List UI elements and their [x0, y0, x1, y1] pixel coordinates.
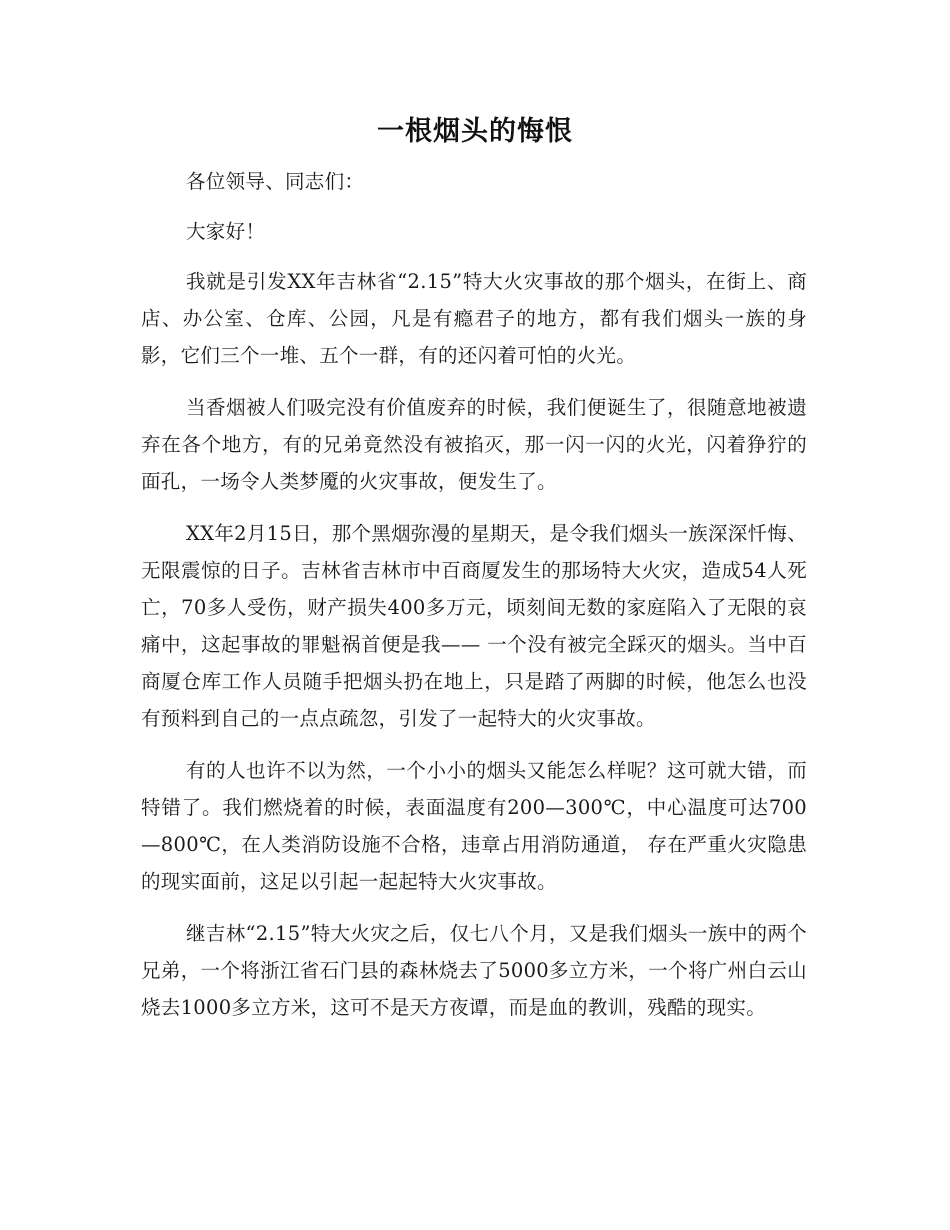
body-paragraph: 继吉林“2.15”特大火灾之后，仅七八个月，又是我们烟头一族中的两个兄弟，一个将浙江省石门县的森林烧去了5000多立方米，一个将广州白云山烧去1000多立方米，这可不是天方夜谭，而是血的教训，残酷的现实。 [141, 922, 807, 1019]
document-title: 一根烟头的悔恨 [377, 116, 573, 147]
body-paragraph: 我就是引发XX年吉林省“2.15”特大火灾事故的那个烟头，在街上、商店、办公室、仓库、公园，凡是有瘾君子的地方，都有我们烟头一族的身影，它们三个一堆、五个一群，有的还闪着可怕的火光。 [141, 270, 807, 367]
document-body [141, 163, 807, 1041]
body-paragraph: 当香烟被人们吸完没有价值废弃的时候，我们便诞生了，很随意地被遗弃在各个地方，有的兄弟竟然没有被掐灭，那一闪一闪的火光，闪着狰狞的面孔，一场令人类梦魇的火灾事故，便发生了。 [141, 396, 807, 493]
body-paragraph: 有的人也许不以为然，一个小小的烟头又能怎么样呢？这可就大错，而特错了。我们燃烧着的时候，表面温度有200—300℃，中心温度可达700—800℃，在人类消防设施不合格，违章占用消防通道， 存在严重火灾隐患的现实面前，这足以引起一起起特大火灾事故。 [141, 759, 807, 893]
body-paragraph: XX年2月15日，那个黑烟弥漫的星期天，是令我们烟头一族深深忏悔、无限震惊的日子。吉林省吉林市中百商厦发生的那场特大火灾，造成54人死亡，70多人受伤，财产损失400多万元，顷刻间无数的家庭陷入了无限的哀痛中，这起事故的罪魁祸首便是我—— 一个没有被完全踩灭的烟头。当中百商厦仓库工作人员随手把烟头扔在地上，只是踏了两脚的时候，他怎么也没有预料到自己的一点点疏忽，引发了一起特大的火灾事故。 [141, 522, 807, 730]
salutation-paragraph: 各位领导、同志们： [186, 170, 365, 193]
greeting-paragraph: 大家好！ [186, 220, 266, 243]
